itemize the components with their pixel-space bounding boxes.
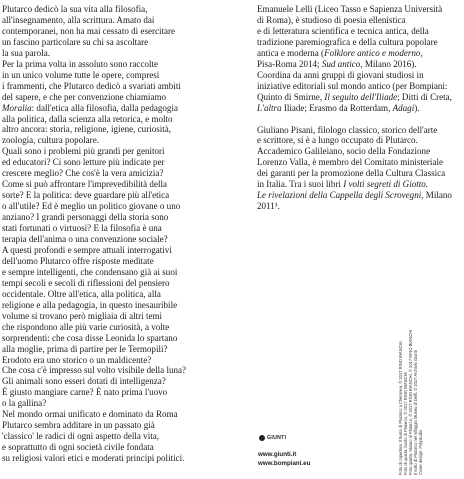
publisher-name: GIUNTI bbox=[267, 435, 287, 441]
lelli-bio: Emanuele Lelli (Liceo Tasso e Sapienza Università di Roma), è studioso di poesia ellenistica e di letteratura scientifica e tecnica antica, della tradizione paremiografica e della cultura popolare antica e moderna (Folklore antico e moderno, Pisa-Roma 2014; Sud antico, Milano 2016). Coordina da anni gruppi di giovani studiosi in iniziative editoriali sul mondo antico (per Bompiani: Quinto di Smirne, Il seguito dell'Iliade; Ditti di Creta, L'altra Iliade; Erasmo da Rotterdam, Adagi). bbox=[257, 4, 452, 113]
giunti-url: www.giunti.it bbox=[258, 451, 297, 458]
bompiani-url: www.bompiani.eu bbox=[258, 459, 311, 467]
left-column bbox=[2, 4, 198, 464]
photo-credits: Foto di copertina: Il busto di Plutarco a Cheronea, © 2017 RINO BIANCHI Foto di quarta: busto di Plutarco, © 2017 RINO BIANCHI Foto quarta: Museo di Plutarco, © 2017 RINO BIANCHI, © 2017 RINO BIANCHI Il volto di Plutarco nel villaggio Museo di Delfi, © 2017 Archivio Giunti Cover design: Polystudio bbox=[398, 329, 423, 475]
giunti-logo-icon bbox=[259, 435, 265, 441]
right-column bbox=[257, 4, 459, 212]
questions-paragraph: Quali sono i problemi più grandi per genitori ed educatori? Ci sono letture più indicate per crescere meglio? Che cos'è la vera amicizia? Come si può affrontare l'imprevedibilità della sorte? E la politica: deve guardare più all'etica o all'utile? Ed è meglio un politico giovane o uno anziano? I grandi personaggi della storia sono stati fortunati o virtuosi? E la filosofia è una terapia dell'anima o una convenzione sociale? A questi profondi e sempre attuali interrogativi dell'uomo Plutarco offre risposte meditate e sempre intelligenti, che condensano già ai suoi tempi secoli e secoli di riflessioni del pensiero occidentale. Oltre all'etica, alla politica, alla religione e alla pedagogia, in questo inesauribile volume si trovano però migliaia di altri temi che rispondono alle più varie curiosità, a volte sorprendenti: che cosa disse Leonida lo spartano alla moglie, prima di partire per le Termopili? Erodoto era uno storico o un maldicente? Che cosa c'è impresso sul volto visibile della luna? Gli animali sono esseri dotati di intelligenza? È giusto mangiare carne? È nato prima l'uovo o la gallina? bbox=[2, 146, 187, 409]
conclusion-paragraph: Nel mondo ormai unificato e dominato da Roma Plutarco sembra additare in un passato già 'classico' le radici di ogni aspetto della vita, e soprattutto di ogni società civile fondata su religiosi valori etici e moderati principi politici. bbox=[2, 409, 185, 464]
collection-paragraph: Per la prima volta in assoluto sono raccolte in un unico volume tutte le opere, compresi i frammenti, che Plutarco dedicò a svariati ambiti del sapere, e che per convenzione chiamiamo Moralia: dall'etica alla filosofia, dalla pedagogia alla politica, dalla scienza alla retorica, e molto altro ancora: storia, religione, igiene, curiosità, zoologia, cultura popolare. bbox=[2, 58, 181, 146]
pisani-bio: Giuliano Pisani, filologo classico, storico dell'arte e scrittore, si è a lungo occupato di Plutarco. Accademico Galileiano, socio della Fondazione Lorenzo Valla, è membro del Comitato ministeriale dei garanti per la promozione della Cultura Classica in Italia. Tra i suoi libri I volti segreti di Giotto. Le rivelazioni della Cappella degli Scrovegni, Milano 2011³. bbox=[257, 124, 452, 212]
publisher-urls bbox=[258, 451, 310, 469]
intro-paragraph: Plutarco dedicò la sua vita alla filosofia, all'insegnamento, alla scrittura. Amato dai contemporanei, non ha mai cessato di esercitare un fascino particolare su chi sa ascoltare la sua parola. bbox=[2, 4, 176, 58]
publisher-logo bbox=[259, 435, 286, 441]
